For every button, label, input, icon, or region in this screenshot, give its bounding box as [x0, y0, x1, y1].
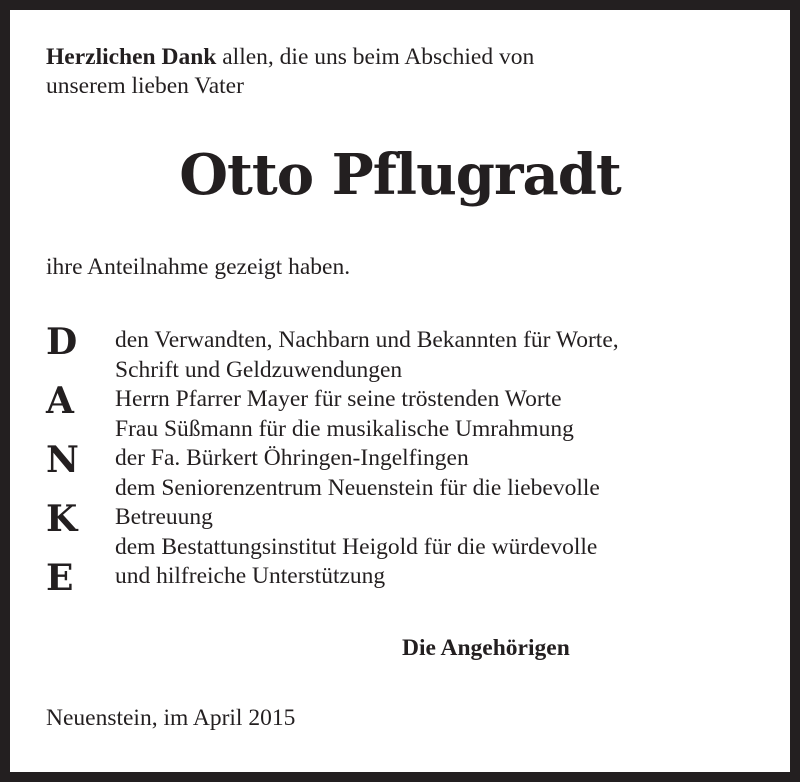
danke-letter: E	[46, 557, 74, 599]
intro-rest: allen, die uns beim Abschied von	[216, 44, 535, 70]
thanks-line: Schrift und Geldzuwendungen	[115, 356, 403, 383]
intro-bold: Herzlichen Dank	[46, 44, 217, 70]
thanks-line: Betreuung	[115, 504, 213, 530]
signature: Die Angehörigen	[402, 635, 570, 661]
place-date: Neuenstein, im April 2015	[46, 705, 296, 731]
thanks-line: den Verwandten, Nachbarn und Bekannten für Worte,	[115, 327, 619, 353]
intro-line-1	[46, 43, 534, 73]
thanks-line: und hilfreiche Unterstützung	[115, 563, 386, 589]
danke-letter: D	[46, 321, 78, 363]
thanks-line: dem Bestattungsinstitut Heigold für die würdevolle	[115, 533, 598, 560]
after-name-text: ihre Anteilnahme gezeigt haben.	[46, 254, 351, 280]
thanks-line: dem Seniorenzentrum Neuenstein für die liebevolle	[115, 474, 600, 501]
thanks-line: der Fa. Bürkert Öhringen-Ingelfingen	[115, 445, 469, 471]
danke-letter: A	[46, 380, 74, 422]
thanks-list	[115, 326, 619, 592]
danke-letters	[46, 322, 79, 617]
deceased-name: Otto Pflugradt	[179, 142, 621, 208]
danke-letter: N	[46, 439, 79, 481]
intro-line-2: unserem lieben Vater	[46, 73, 244, 99]
danke-letter: K	[46, 498, 78, 540]
thanks-line: Herrn Pfarrer Mayer für seine tröstenden Worte	[115, 386, 562, 412]
thanks-line: Frau Süßmann für die musikalische Umrahmung	[115, 415, 574, 442]
